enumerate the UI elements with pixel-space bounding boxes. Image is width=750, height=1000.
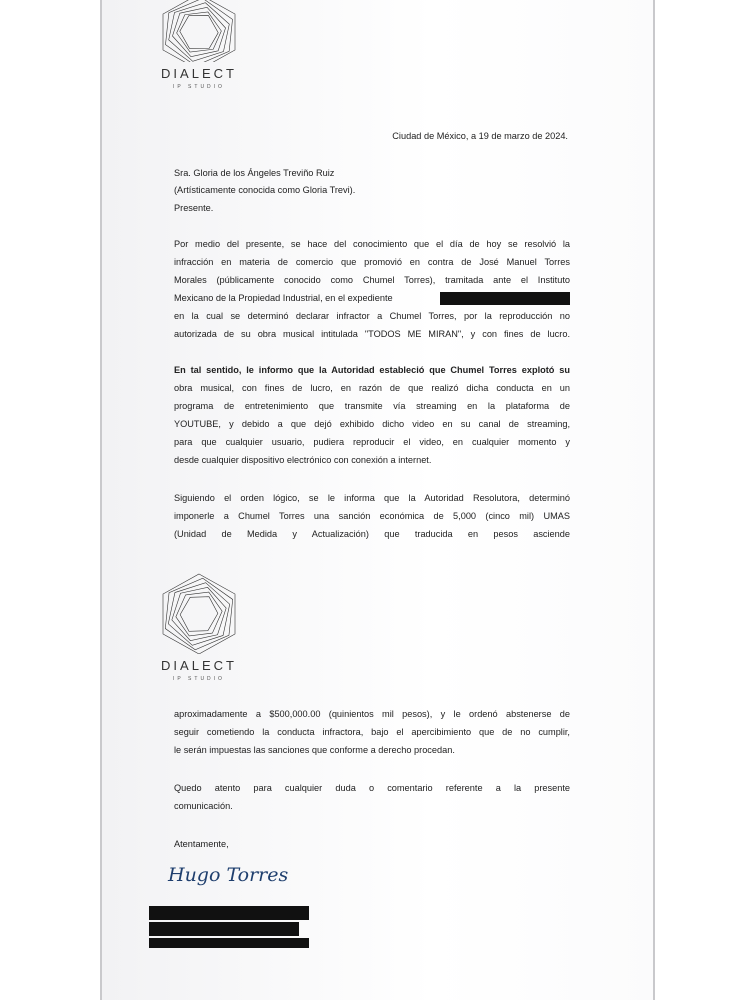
date-line: Ciudad de México, a 19 de marzo de 2024. bbox=[392, 131, 568, 141]
p5-line: Quedo atento para cualquier duda o comentario referente a la presente bbox=[174, 783, 570, 793]
signature: Hugo Torres bbox=[168, 864, 289, 886]
p1-line: infracción en materia de comercio que promovió en contra de José Manuel Torres bbox=[174, 257, 570, 267]
p5-line: comunicación. bbox=[174, 801, 233, 811]
p3-line: (Unidad de Medida y Actualización) que traducida en pesos asciende bbox=[174, 529, 570, 539]
recipient-alias: (Artísticamente conocida como Gloria Trevi). bbox=[174, 185, 356, 195]
p4-line: aproximadamente a $500,000.00 (quinientos mil pesos), y le ordenó abstenerse de bbox=[174, 709, 570, 719]
brand-name: DIALECT bbox=[161, 658, 237, 673]
p1-line: autorizada de su obra musical intitulada "TODOS ME MIRAN", y con fines de lucro. bbox=[174, 329, 570, 339]
letter-page bbox=[100, 0, 655, 1000]
p1-line: Morales (públicamente conocido como Chumel Torres), tramitada ante el Instituto bbox=[174, 275, 570, 285]
p2-line: En tal sentido, le informo que la Autoridad estableció que Chumel Torres explotó su bbox=[174, 365, 570, 375]
brand-tagline: IP STUDIO bbox=[173, 676, 225, 682]
brand-name: DIALECT bbox=[161, 66, 237, 81]
closing: Atentamente, bbox=[174, 839, 229, 849]
p2-line: para que cualquier usuario, pudiera reproducir el video, en cualquier momento y bbox=[174, 437, 570, 447]
p2-line: obra musical, con fines de lucro, en razón de que realizó dicha conducta en un bbox=[174, 383, 570, 393]
p4-line: le serán impuestas las sanciones que conforme a derecho procedan. bbox=[174, 745, 455, 755]
hexagon-logo-icon bbox=[159, 0, 239, 62]
page-two-logo bbox=[159, 572, 239, 682]
redaction-bar bbox=[440, 292, 570, 305]
p1-line: Mexicano de la Propiedad Industrial, en el expediente bbox=[174, 293, 393, 303]
brand-tagline: IP STUDIO bbox=[173, 84, 225, 90]
p2-line: YOUTUBE, y debido a que dejó exhibido dicho video en su canal de streaming, bbox=[174, 419, 570, 429]
p1-line: en la cual se determinó declarar infractor a Chumel Torres, por la reproducción no bbox=[174, 311, 570, 321]
recipient-greeting: Presente. bbox=[174, 203, 214, 213]
redaction-bar bbox=[149, 922, 299, 936]
recipient-name: Sra. Gloria de los Ángeles Treviño Ruiz bbox=[174, 168, 335, 178]
p2-line: programa de entretenimiento que transmite vía streaming en la plataforma de bbox=[174, 401, 570, 411]
header-logo bbox=[159, 0, 239, 90]
hexagon-logo-icon bbox=[159, 572, 239, 654]
p4-line: seguir cometiendo la conducta infractora, bajo el apercibimiento que de no cumplir, bbox=[174, 727, 570, 737]
redaction-bar bbox=[149, 906, 309, 920]
p3-line: Siguiendo el orden lógico, se le informa que la Autoridad Resolutora, determinó bbox=[174, 493, 570, 503]
p2-line: desde cualquier dispositivo electrónico con conexión a internet. bbox=[174, 455, 432, 465]
redaction-bar bbox=[149, 938, 309, 948]
p1-line: Por medio del presente, se hace del conocimiento que el día de hoy se resolvió la bbox=[174, 239, 570, 249]
p3-line: imponerle a Chumel Torres una sanción económica de 5,000 (cinco mil) UMAS bbox=[174, 511, 570, 521]
